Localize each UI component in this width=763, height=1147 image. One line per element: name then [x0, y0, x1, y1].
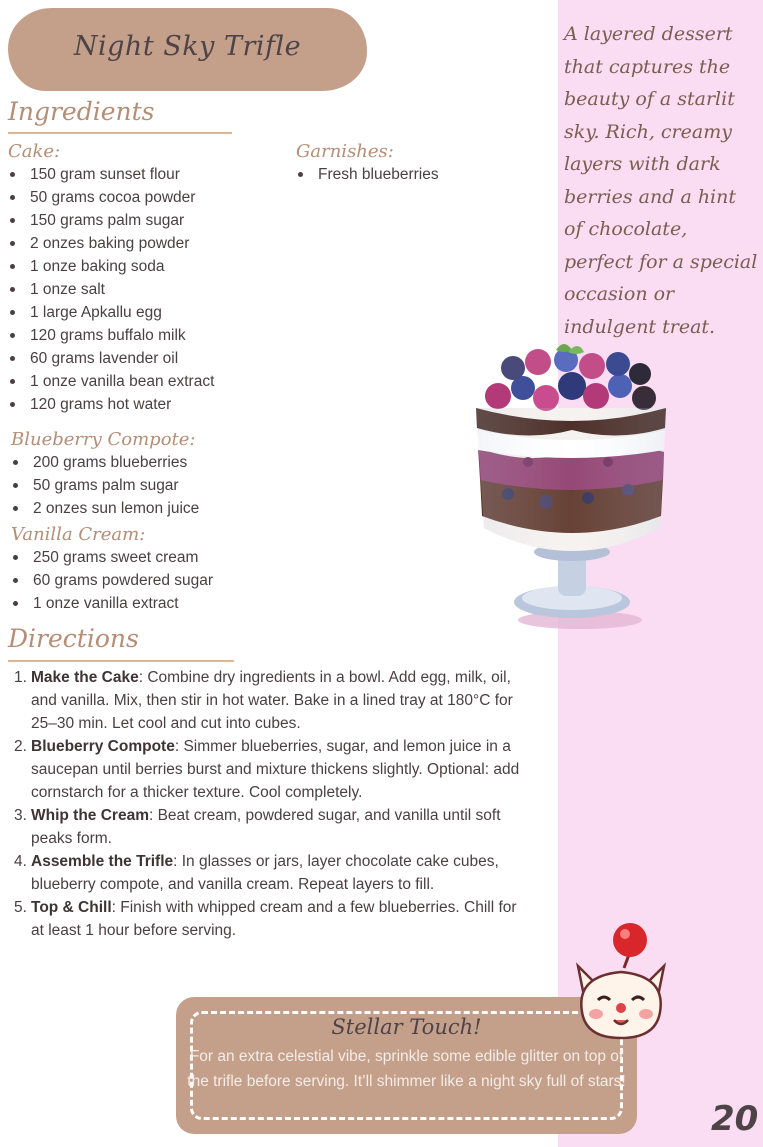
- step-text: : In glasses or jars, layer chocolate cake cubes, blueberry compote, and vanilla cream. Repeat layers to fill.: [31, 853, 499, 893]
- directions-list: [14, 666, 526, 942]
- ingredient-item: 2 onzes sun lemon juice: [11, 497, 199, 520]
- page-number: 20: [711, 1099, 759, 1139]
- direction-step: 4. Assemble the Trifle: In glasses or jars, layer chocolate cake cubes, blueberry compote, and vanilla cream. Repeat layers to fill.: [14, 853, 499, 893]
- recipe-description: A layered dessert that captures the beauty of a starlit sky. Rich, creamy layers with dark berries and a hint of chocolate, perfect for a special occasion or indulgent treat.: [564, 23, 758, 338]
- ingredient-item: 50 grams cocoa powder: [8, 186, 214, 209]
- ingredient-item: 1 large Apkallu egg: [8, 301, 214, 324]
- directions-underline: [8, 660, 234, 662]
- ingredient-item: 2 onzes baking powder: [8, 232, 214, 255]
- ingredient-item: 1 onze vanilla bean extract: [8, 370, 214, 393]
- tip-text: For an extra celestial vibe, sprinkle some edible glitter on top of the trifle before serving. It’ll shimmer like a night sky full of stars!: [187, 1048, 626, 1090]
- ingredient-item: 250 grams sweet cream: [11, 546, 213, 569]
- ingredients-heading: Ingredients: [8, 97, 155, 126]
- garnishes-heading: Garnishes:: [296, 141, 394, 162]
- step-title: Blueberry Compote: [31, 738, 175, 755]
- direction-step: 2. Blueberry Compote: Simmer blueberries, sugar, and lemon juice in a saucepan until berries burst and mixture thickens slightly. Optional: add cornstarch for a thicker texture. Cool completely.: [14, 738, 520, 801]
- step-text: : Combine dry ingredients in a bowl. Add egg, milk, oil, and vanilla. Mix, then stir in hot water. Bake in a lined tray at 180°C for 25–30 min. Let cool and cut into cubes.: [31, 669, 513, 732]
- step-title: Assemble the Trifle: [31, 853, 174, 870]
- direction-step: 3. Whip the Cream: Beat cream, powdered sugar, and vanilla until soft peaks form.: [14, 807, 501, 847]
- ingredients-underline: [8, 132, 232, 134]
- ingredient-item: 60 grams lavender oil: [8, 347, 214, 370]
- ingredient-item: 60 grams powdered sugar: [11, 569, 213, 592]
- trifle-illustration: [468, 338, 674, 630]
- step-text: : Beat cream, powdered sugar, and vanilla until soft peaks form.: [31, 807, 501, 847]
- page-title: Night Sky Trifle: [73, 31, 302, 62]
- directions-heading: Directions: [8, 624, 139, 653]
- direction-step: 1. Make the Cake: Combine dry ingredients in a bowl. Add egg, milk, oil, and vanilla. Mix, then stir in hot water. Bake in a lined tray at 180°C for 25–30 min. Let cool and cut into cubes.: [14, 669, 513, 732]
- ingredient-item: 1 onze salt: [8, 278, 214, 301]
- ingredient-item: 120 grams hot water: [8, 393, 214, 416]
- title-banner: [8, 8, 367, 91]
- garnishes-list: [296, 163, 439, 186]
- ingredient-item: 150 gram sunset flour: [8, 163, 214, 186]
- step-title: Make the Cake: [31, 669, 139, 686]
- ingredient-item: 150 grams palm sugar: [8, 209, 214, 232]
- ingredient-item: 120 grams buffalo milk: [8, 324, 214, 347]
- ingredient-item: 1 onze vanilla extract: [11, 592, 213, 615]
- ingredient-item: Fresh blueberries: [296, 163, 439, 186]
- vanilla-cream-heading: Vanilla Cream:: [11, 524, 146, 545]
- tip-box: [176, 997, 637, 1134]
- cake-list: [8, 163, 214, 416]
- direction-step: 5. Top & Chill: Finish with whipped cream and a few blueberries. Chill for at least 1 hour before serving.: [14, 899, 517, 939]
- step-text: : Finish with whipped cream and a few blueberries. Chill for at least 1 hour before serving.: [31, 899, 517, 939]
- ingredient-item: 200 grams blueberries: [11, 451, 199, 474]
- cake-heading: Cake:: [8, 141, 61, 162]
- ingredient-item: 50 grams palm sugar: [11, 474, 199, 497]
- vanilla-cream-list: [11, 546, 213, 615]
- tip-title: Stellar Touch!: [331, 1015, 482, 1039]
- compote-heading: Blueberry Compote:: [11, 429, 196, 450]
- step-title: Top & Chill: [31, 899, 112, 916]
- step-title: Whip the Cream: [31, 807, 149, 824]
- moogle-icon: [570, 920, 672, 1044]
- compote-list: [11, 451, 199, 520]
- step-text: : Simmer blueberries, sugar, and lemon juice in a saucepan until berries burst and mixture thickens slightly. Optional: add cornstarch for a thicker texture. Cool completely.: [31, 738, 520, 801]
- ingredient-item: 1 onze baking soda: [8, 255, 214, 278]
